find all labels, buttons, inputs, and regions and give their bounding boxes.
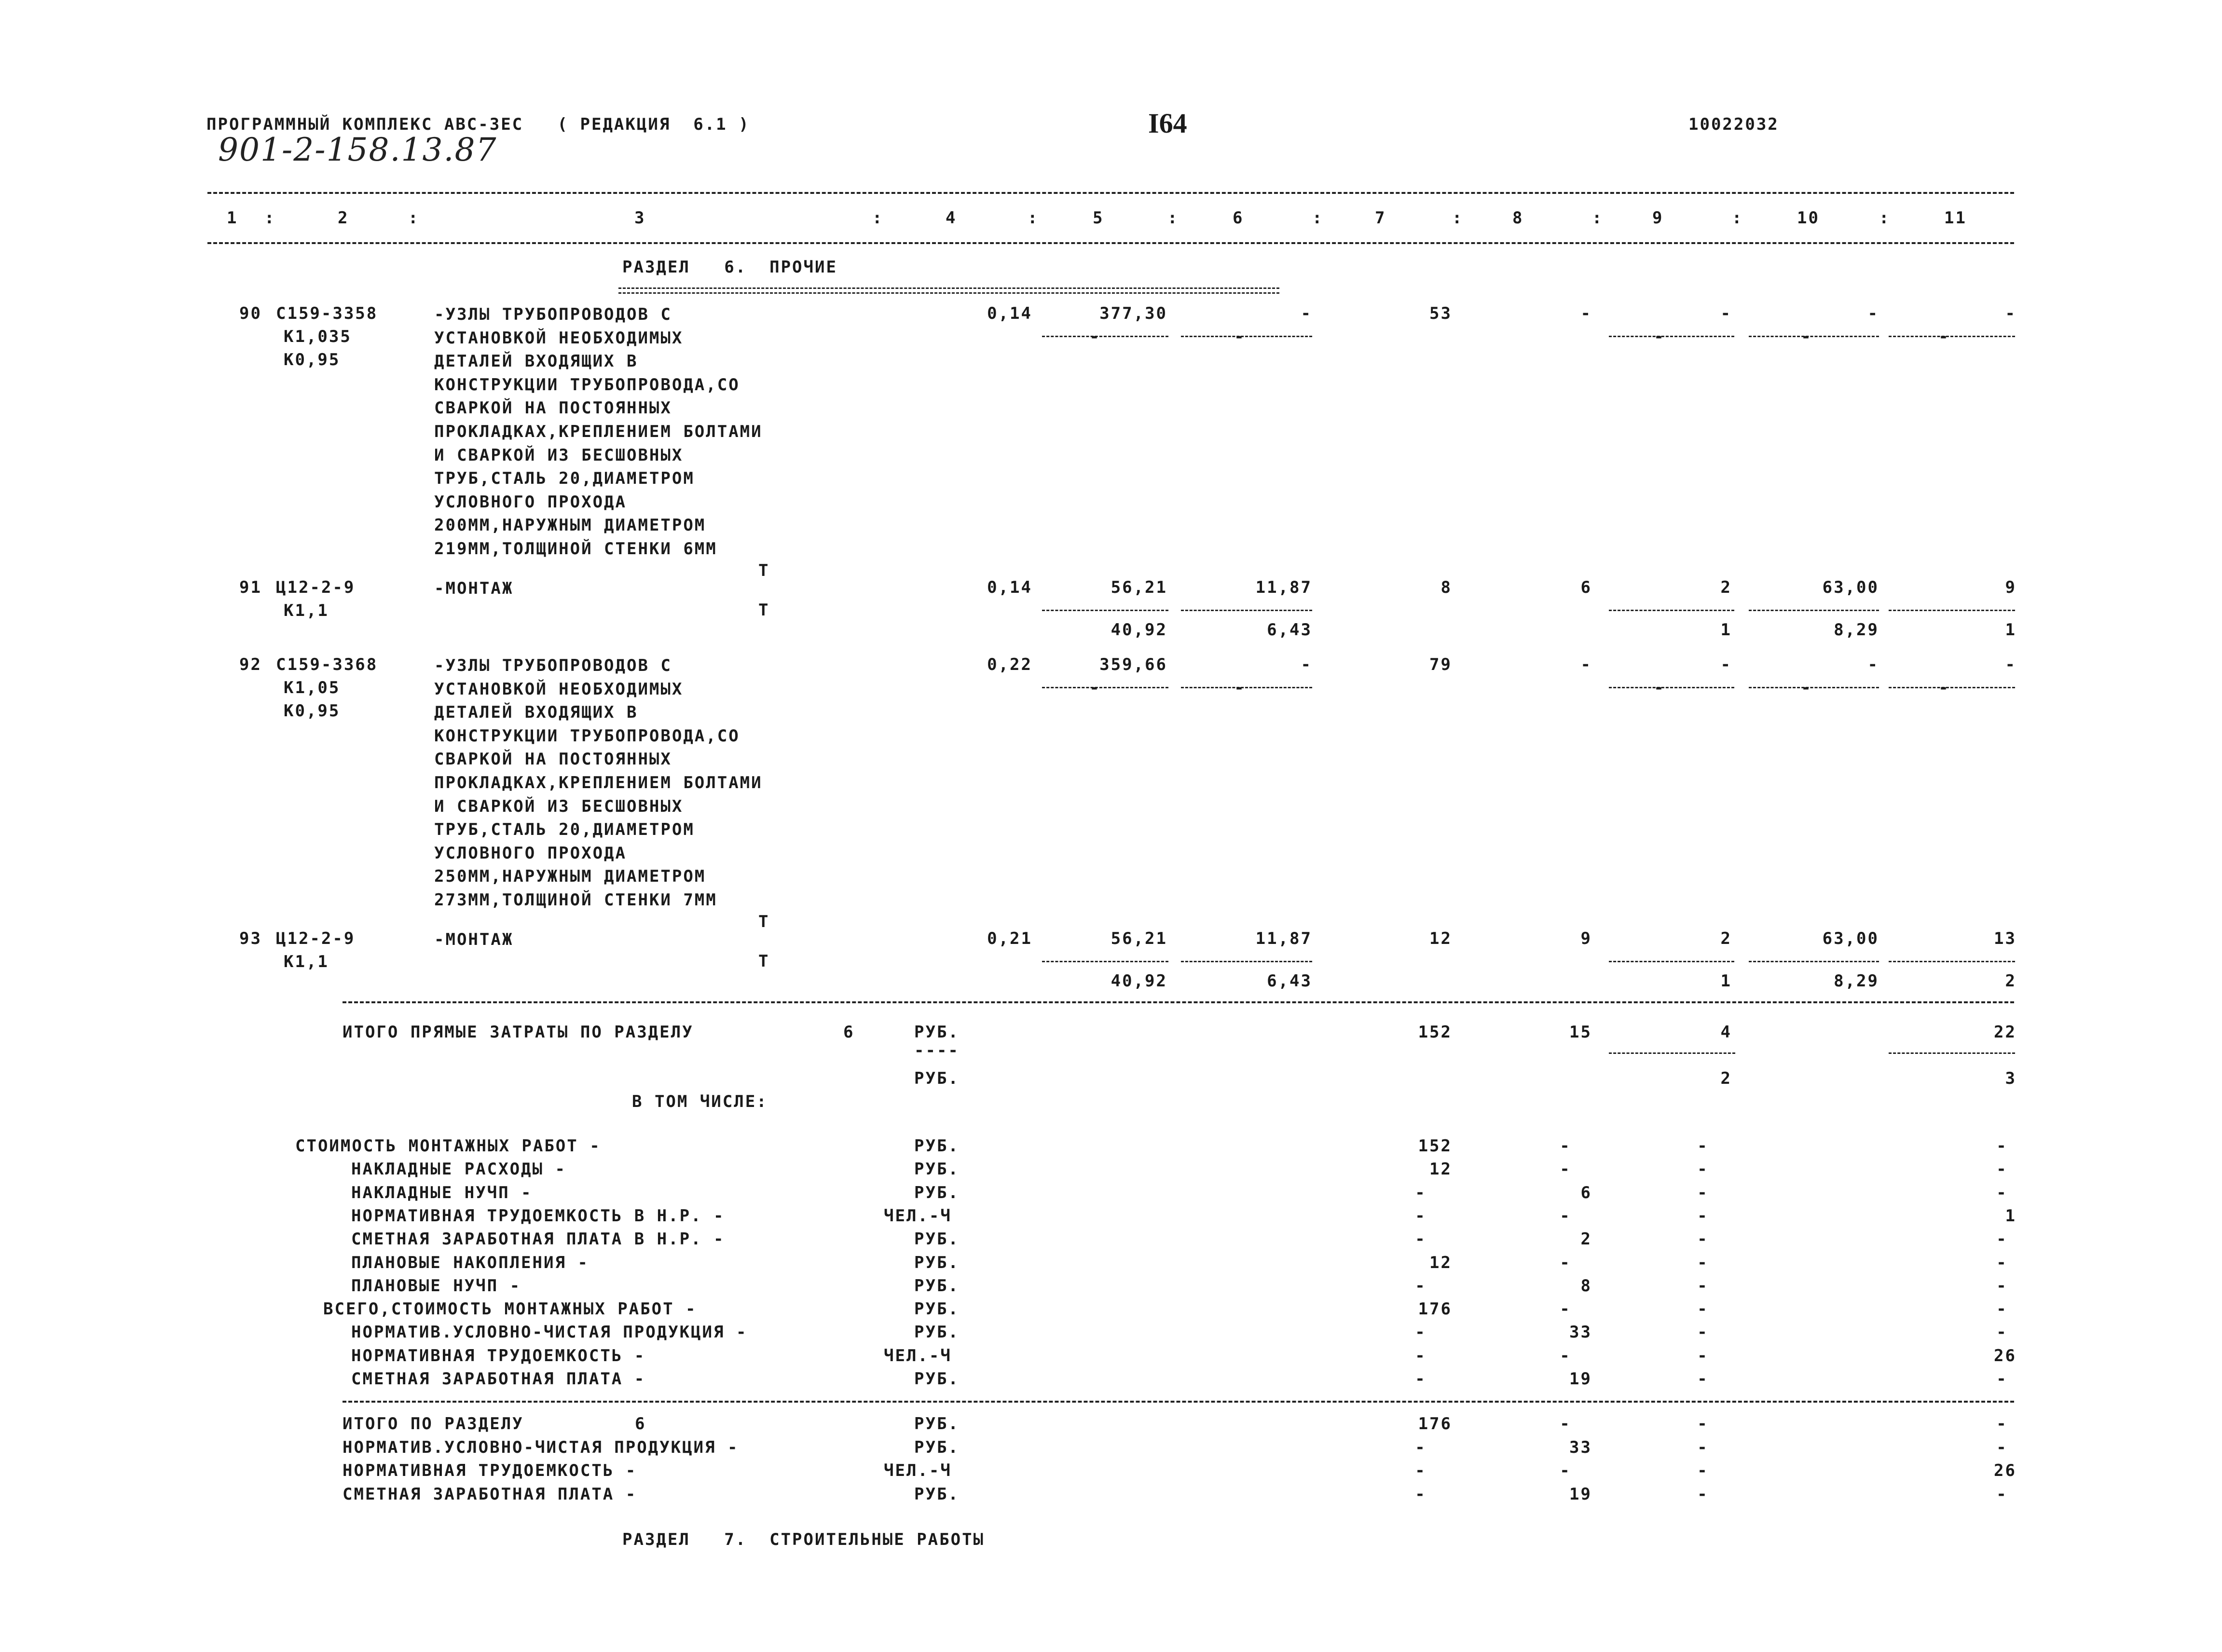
- item-description-line: -МОНТАЖ: [434, 579, 514, 598]
- item-c5: 56,21: [1111, 578, 1167, 597]
- breakdown-c7: -: [1415, 1323, 1426, 1342]
- item-description-line: ТРУБ,СТАЛЬ 20,ДИАМЕТРОМ: [434, 469, 695, 489]
- direct-costs-c7: 152: [1418, 1023, 1452, 1042]
- item-rule-c9: [1609, 610, 1734, 611]
- item-c6: -: [1301, 304, 1312, 323]
- column-number-11: 11: [1944, 208, 1967, 228]
- item-code: С159-3358: [276, 304, 378, 323]
- section-total-unit: РУБ.: [914, 1437, 960, 1457]
- item-code: Ц12-2-9: [276, 929, 356, 948]
- item-coefficient: К1,05: [284, 678, 341, 697]
- section-total-c7: -: [1415, 1461, 1426, 1480]
- breakdown-c8: -: [1560, 1346, 1571, 1365]
- item-c9b: 1: [1720, 971, 1732, 991]
- item-description-line: УСЛОВНОГО ПРОХОДА: [434, 843, 627, 863]
- item-description-line: 250ММ,НАРУЖНЫМ ДИАМЕТРОМ: [434, 867, 706, 887]
- breakdown-c7: 152: [1418, 1136, 1452, 1156]
- item-description-line: -УЗЛЫ ТРУБОПРОВОДОВ С: [434, 305, 672, 324]
- item-c7: 8: [1440, 578, 1452, 597]
- section-total-unit: РУБ.: [914, 1484, 960, 1504]
- item-rule-c9: [1609, 961, 1734, 962]
- handwritten-project-number: 901-2-158.13.87: [218, 131, 497, 168]
- breakdown-c7: -: [1415, 1369, 1426, 1389]
- breakdown-c8: 33: [1569, 1323, 1592, 1342]
- item-c9: -: [1720, 304, 1732, 323]
- breakdown-c8: -: [1560, 1136, 1571, 1156]
- breakdown-c9: -: [1697, 1369, 1709, 1389]
- breakdown-c7: 12: [1429, 1160, 1452, 1179]
- breakdown-unit: РУБ.: [914, 1299, 960, 1319]
- breakdown-c9: -: [1697, 1276, 1709, 1296]
- item-c5b: 40,92: [1111, 971, 1167, 991]
- section-total-c11: -: [1996, 1414, 2008, 1434]
- item-description-line: СВАРКОЙ НА ПОСТОЯННЫХ: [434, 398, 672, 418]
- breakdown-c11: -: [1996, 1136, 2008, 1156]
- item-rule-c5: [1042, 961, 1168, 962]
- item-c7: 12: [1429, 929, 1452, 948]
- item-description: [434, 303, 763, 561]
- item-description: [434, 928, 513, 952]
- item-description-line: УСТАНОВКОЙ НЕОБХОДИМЫХ: [434, 679, 684, 699]
- item-c9: 2: [1720, 578, 1732, 597]
- section-total-c11: 26: [1994, 1461, 2016, 1480]
- item-c11b: 2: [2005, 971, 2016, 991]
- direct-costs-unit: РУБ.: [914, 1023, 960, 1042]
- section-total-c7: -: [1415, 1484, 1426, 1504]
- item-c6b: 6,43: [1267, 620, 1312, 640]
- breakdown-c11: -: [1996, 1253, 2008, 1272]
- column-number-6: 6: [1233, 208, 1244, 228]
- breakdown-c7: -: [1415, 1206, 1426, 1226]
- item-c11b: -: [1938, 678, 1950, 697]
- item-description-line: И СВАРКОЙ ИЗ БЕСШОВНЫХ: [434, 796, 684, 816]
- breakdown-c11: -: [1996, 1276, 2008, 1296]
- item-c8: -: [1580, 655, 1592, 674]
- breakdown-c7: 12: [1429, 1253, 1452, 1272]
- item-description-line: -МОНТАЖ: [434, 930, 514, 949]
- item-description-line: ДЕТАЛЕЙ ВХОДЯЩИХ В: [434, 703, 638, 723]
- item-c11b: 1: [2005, 620, 2016, 640]
- breakdown-label: ВСЕГО,СТОИМОСТЬ МОНТАЖНЫХ РАБОТ -: [323, 1299, 697, 1319]
- item-rule-c9: [1609, 336, 1734, 337]
- item-c4: 0,22: [987, 655, 1032, 674]
- item-c6: -: [1301, 655, 1312, 674]
- breakdown-c11: 1: [2005, 1206, 2016, 1226]
- item-c11: 9: [2005, 578, 2016, 597]
- section-total-c8: 33: [1569, 1437, 1592, 1457]
- item-c11: -: [2005, 655, 2016, 674]
- breakdown-c8: -: [1560, 1299, 1571, 1319]
- breakdown-label: НАКЛАДНЫЕ РАСХОДЫ -: [351, 1160, 566, 1179]
- section-title: РАЗДЕЛ 6. ПРОЧИЕ: [622, 258, 837, 277]
- item-number: 92: [239, 655, 262, 674]
- column-separator: :: [1028, 208, 1039, 228]
- column-separator: :: [1167, 208, 1179, 228]
- breakdown-c8: -: [1560, 1206, 1571, 1226]
- item-description-line: КОНСТРУКЦИИ ТРУБОПРОВОДА,СО: [434, 726, 740, 746]
- section-total-c8: -: [1560, 1414, 1571, 1434]
- column-number-8: 8: [1512, 208, 1524, 228]
- item-coefficient: К1,035: [284, 327, 352, 346]
- item-description-line: 219ММ,ТОЛЩИНОЙ СТЕНКИ 6ММ: [434, 539, 717, 559]
- section-total-unit: РУБ.: [914, 1414, 960, 1434]
- breakdown-unit: РУБ.: [914, 1369, 960, 1389]
- breakdown-label: ПЛАНОВЫЕ НАКОПЛЕНИЯ -: [351, 1253, 589, 1272]
- column-separator: :: [1592, 208, 1604, 228]
- item-c5b: -: [1089, 327, 1101, 346]
- section-total-c9: -: [1697, 1414, 1709, 1434]
- item-c6: 11,87: [1255, 578, 1312, 597]
- breakdown-c11: -: [1996, 1299, 2008, 1319]
- breakdown-unit: РУБ.: [914, 1183, 960, 1202]
- column-number-7: 7: [1375, 208, 1386, 228]
- section-total-label: СМЕТНАЯ ЗАРАБОТНАЯ ПЛАТА -: [343, 1484, 637, 1504]
- item-rule-c10: [1749, 961, 1879, 962]
- item-c10b: -: [1801, 327, 1812, 346]
- document-code: 10022032: [1688, 115, 1779, 134]
- breakdown-unit: ЧЕЛ.-Ч: [884, 1206, 952, 1226]
- item-c5: 56,21: [1111, 929, 1167, 948]
- breakdown-c8: -: [1560, 1253, 1571, 1272]
- breakdown-c9: -: [1697, 1206, 1709, 1226]
- breakdown-c11: -: [1996, 1229, 2008, 1249]
- item-unit: Т: [758, 600, 770, 620]
- item-c10: -: [1867, 655, 1879, 674]
- breakdown-label: НОРМАТИВНАЯ ТРУДОЕМКОСТЬ -: [351, 1346, 646, 1365]
- breakdown-label: НАКЛАДНЫЕ НУЧП -: [351, 1183, 533, 1202]
- breakdown-c11: -: [1996, 1369, 2008, 1389]
- item-c7: 79: [1429, 655, 1452, 674]
- item-description-line: -УЗЛЫ ТРУБОПРОВОДОВ С: [434, 656, 672, 675]
- item-number: 91: [239, 578, 262, 597]
- header-rule-top: [207, 192, 2014, 194]
- item-c10b: -: [1801, 678, 1812, 697]
- item-description-line: ПРОКЛАДКАХ,КРЕПЛЕНИЕМ БОЛТАМИ: [434, 773, 763, 792]
- section-total-section-number: 6: [635, 1414, 646, 1434]
- item-c4: 0,14: [987, 304, 1032, 323]
- column-separator: :: [408, 208, 420, 228]
- breakdown-unit: ЧЕЛ.-Ч: [884, 1346, 952, 1365]
- item-rule-c6: [1181, 961, 1312, 962]
- item-c6: 11,87: [1255, 929, 1312, 948]
- column-number-5: 5: [1093, 208, 1104, 228]
- item-coefficient: К1,1: [284, 952, 329, 971]
- item-c11b: -: [1938, 327, 1950, 346]
- breakdown-c9: -: [1697, 1323, 1709, 1342]
- direct-costs-rule-c11: [1889, 1052, 2015, 1054]
- section-title-underline: [618, 287, 1279, 289]
- item-description: [434, 577, 513, 601]
- section-total-label: НОРМАТИВНАЯ ТРУДОЕМКОСТЬ -: [343, 1461, 637, 1480]
- column-number-3: 3: [634, 208, 646, 228]
- breakdown-c7: -: [1415, 1183, 1426, 1202]
- section-total-c11: -: [1996, 1437, 2008, 1457]
- breakdown-c8: 2: [1580, 1229, 1592, 1249]
- breakdown-unit: РУБ.: [914, 1160, 960, 1179]
- column-number-10: 10: [1797, 208, 1820, 228]
- item-rule-c5: [1042, 336, 1168, 337]
- section-total-c11: -: [1996, 1484, 2008, 1504]
- direct-costs-c9: 4: [1720, 1023, 1732, 1042]
- breakdown-c9: -: [1697, 1183, 1709, 1202]
- breakdown-label: НОРМАТИВНАЯ ТРУДОЕМКОСТЬ В Н.Р. -: [351, 1206, 725, 1226]
- breakdown-c9: -: [1697, 1229, 1709, 1249]
- items-end-rule: [343, 1001, 2014, 1003]
- section-total-label: НОРМАТИВ.УСЛОВНО-ЧИСТАЯ ПРОДУКЦИЯ -: [343, 1437, 739, 1457]
- breakdown-c9: -: [1697, 1346, 1709, 1365]
- program-header: ПРОГРАММНЫЙ КОМПЛЕКС АВС-ЗЕС ( РЕДАКЦИЯ 6.1 ): [206, 115, 750, 134]
- item-rule-c5: [1042, 610, 1168, 611]
- item-c5b: -: [1089, 678, 1101, 697]
- breakdown-c8: 6: [1580, 1183, 1592, 1202]
- item-code: Ц12-2-9: [276, 578, 356, 597]
- item-coefficient-2: К0,95: [284, 350, 341, 369]
- item-c5: 377,30: [1099, 304, 1167, 323]
- breakdown-c8: 19: [1569, 1369, 1592, 1389]
- item-description-line: КОНСТРУКЦИИ ТРУБОПРОВОДА,СО: [434, 375, 740, 395]
- column-separator: :: [1732, 208, 1743, 228]
- item-c4: 0,21: [987, 929, 1032, 948]
- item-c10: 63,00: [1822, 929, 1879, 948]
- page-number: I64: [1148, 108, 1187, 139]
- item-c9: -: [1720, 655, 1732, 674]
- direct-costs-unit-2: РУБ.: [914, 1069, 960, 1088]
- item-description-line: УСЛОВНОГО ПРОХОДА: [434, 492, 627, 512]
- column-number-2: 2: [338, 208, 349, 228]
- breakdown-label: ПЛАНОВЫЕ НУЧП -: [351, 1276, 521, 1296]
- breakdown-label: СТОИМОСТЬ МОНТАЖНЫХ РАБОТ -: [295, 1136, 601, 1156]
- item-c11: 13: [1994, 929, 2016, 948]
- section-total-c9: -: [1697, 1461, 1709, 1480]
- item-rule-c11: [1889, 610, 2015, 611]
- item-c9b: -: [1654, 678, 1665, 697]
- item-c7: 53: [1429, 304, 1452, 323]
- next-section-title: РАЗДЕЛ 7. СТРОИТЕЛЬНЫЕ РАБОТЫ: [622, 1530, 985, 1549]
- breakdown-unit: РУБ.: [914, 1323, 960, 1342]
- item-rule-c9: [1609, 687, 1734, 688]
- item-rule-c11: [1889, 961, 2015, 962]
- item-c9b: -: [1654, 327, 1665, 346]
- item-coefficient: К1,1: [284, 601, 329, 620]
- item-c10b: 8,29: [1834, 620, 1879, 640]
- item-c5b: 40,92: [1111, 620, 1167, 640]
- item-description-line: 200ММ,НАРУЖНЫМ ДИАМЕТРОМ: [434, 516, 706, 535]
- item-description-line: И СВАРКОЙ ИЗ БЕСШОВНЫХ: [434, 445, 684, 465]
- direct-costs-rule-c9: [1609, 1052, 1735, 1054]
- breakdown-unit: РУБ.: [914, 1253, 960, 1272]
- column-number-1: 1: [227, 208, 238, 228]
- column-number-9: 9: [1652, 208, 1664, 228]
- item-c8: -: [1580, 304, 1592, 323]
- header-rule-bottom: [207, 242, 2014, 244]
- direct-costs-c8: 15: [1569, 1023, 1592, 1042]
- breakdown-c7: -: [1415, 1276, 1426, 1296]
- section-total-unit: ЧЕЛ.-Ч: [884, 1461, 952, 1480]
- column-separator: :: [872, 208, 884, 228]
- section-title-underline-2: [618, 292, 1279, 294]
- section-total-c9: -: [1697, 1437, 1709, 1457]
- item-c4: 0,14: [987, 578, 1032, 597]
- breakdown-c7: -: [1415, 1229, 1426, 1249]
- item-c6b: -: [1234, 327, 1246, 346]
- item-c10b: 8,29: [1834, 971, 1879, 991]
- breakdown-c7: -: [1415, 1346, 1426, 1365]
- breakdown-unit: РУБ.: [914, 1276, 960, 1296]
- breakdown-c11: -: [1996, 1160, 2008, 1179]
- direct-costs-section-number: 6: [843, 1023, 855, 1042]
- item-number: 90: [239, 304, 262, 323]
- item-description-line: УСТАНОВКОЙ НЕОБХОДИМЫХ: [434, 328, 684, 348]
- section-total-c9: -: [1697, 1484, 1709, 1504]
- item-number: 93: [239, 929, 262, 948]
- item-c6b: 6,43: [1267, 971, 1312, 991]
- totals-rule: [343, 1401, 2014, 1403]
- item-c9: 2: [1720, 929, 1732, 948]
- item-unit: Т: [758, 560, 770, 580]
- item-unit: Т: [758, 951, 770, 971]
- breakdown-c11: 26: [1994, 1346, 2016, 1365]
- item-description-line: СВАРКОЙ НА ПОСТОЯННЫХ: [434, 750, 672, 769]
- column-separator: :: [1452, 208, 1464, 228]
- item-description-line: ПРОКЛАДКАХ,КРЕПЛЕНИЕМ БОЛТАМИ: [434, 422, 763, 441]
- breakdown-c11: -: [1996, 1323, 2008, 1342]
- including-label: В ТОМ ЧИСЛЕ:: [632, 1092, 768, 1111]
- section-total-c7: -: [1415, 1437, 1426, 1457]
- item-description-line: ДЕТАЛЕЙ ВХОДЯЩИХ В: [434, 352, 638, 371]
- breakdown-unit: РУБ.: [914, 1229, 960, 1249]
- item-rule-c10: [1749, 610, 1879, 611]
- item-c6b: -: [1234, 678, 1246, 697]
- breakdown-label: СМЕТНАЯ ЗАРАБОТНАЯ ПЛАТА -: [351, 1369, 646, 1389]
- item-c8: 6: [1580, 578, 1592, 597]
- item-rule-c6: [1181, 610, 1312, 611]
- item-c10: -: [1867, 304, 1879, 323]
- column-separator: :: [264, 208, 276, 228]
- item-code: С159-3368: [276, 655, 378, 674]
- direct-costs-c11: 22: [1994, 1023, 2016, 1042]
- breakdown-c11: -: [1996, 1183, 2008, 1202]
- column-separator: :: [1312, 208, 1324, 228]
- item-coefficient-2: К0,95: [284, 701, 341, 721]
- item-c5: 359,66: [1099, 655, 1167, 674]
- item-unit: Т: [758, 912, 770, 931]
- section-total-label: ИТОГО ПО РАЗДЕЛУ: [343, 1414, 524, 1434]
- item-description: [434, 654, 763, 912]
- breakdown-unit: РУБ.: [914, 1136, 960, 1156]
- section-total-c8: 19: [1569, 1484, 1592, 1504]
- breakdown-c9: -: [1697, 1253, 1709, 1272]
- item-c10: 63,00: [1822, 578, 1879, 597]
- breakdown-c9: -: [1697, 1136, 1709, 1156]
- section-total-c7: 176: [1418, 1414, 1452, 1434]
- breakdown-label: НОРМАТИВ.УСЛОВНО-ЧИСТАЯ ПРОДУКЦИЯ -: [351, 1323, 748, 1342]
- item-c11: -: [2005, 304, 2016, 323]
- column-number-4: 4: [946, 208, 957, 228]
- column-separator: :: [1879, 208, 1891, 228]
- breakdown-c9: -: [1697, 1299, 1709, 1319]
- section-total-c8: -: [1560, 1461, 1571, 1480]
- item-c9b: 1: [1720, 620, 1732, 640]
- item-rule-c5: [1042, 687, 1168, 688]
- breakdown-c9: -: [1697, 1160, 1709, 1179]
- item-description-line: ТРУБ,СТАЛЬ 20,ДИАМЕТРОМ: [434, 820, 695, 840]
- direct-costs-c11b: 3: [2005, 1069, 2016, 1088]
- breakdown-label: СМЕТНАЯ ЗАРАБОТНАЯ ПЛАТА В Н.Р. -: [351, 1229, 725, 1249]
- direct-costs-label: ИТОГО ПРЯМЫЕ ЗАТРАТЫ ПО РАЗДЕЛУ: [343, 1023, 694, 1042]
- breakdown-c8: -: [1560, 1160, 1571, 1179]
- breakdown-c8: 8: [1580, 1276, 1592, 1296]
- direct-costs-unit-rule: ----: [914, 1041, 960, 1060]
- item-description-line: 273ММ,ТОЛЩИНОЙ СТЕНКИ 7ММ: [434, 890, 717, 910]
- breakdown-c7: 176: [1418, 1299, 1452, 1319]
- direct-costs-c9b: 2: [1720, 1069, 1732, 1088]
- item-c8: 9: [1580, 929, 1592, 948]
